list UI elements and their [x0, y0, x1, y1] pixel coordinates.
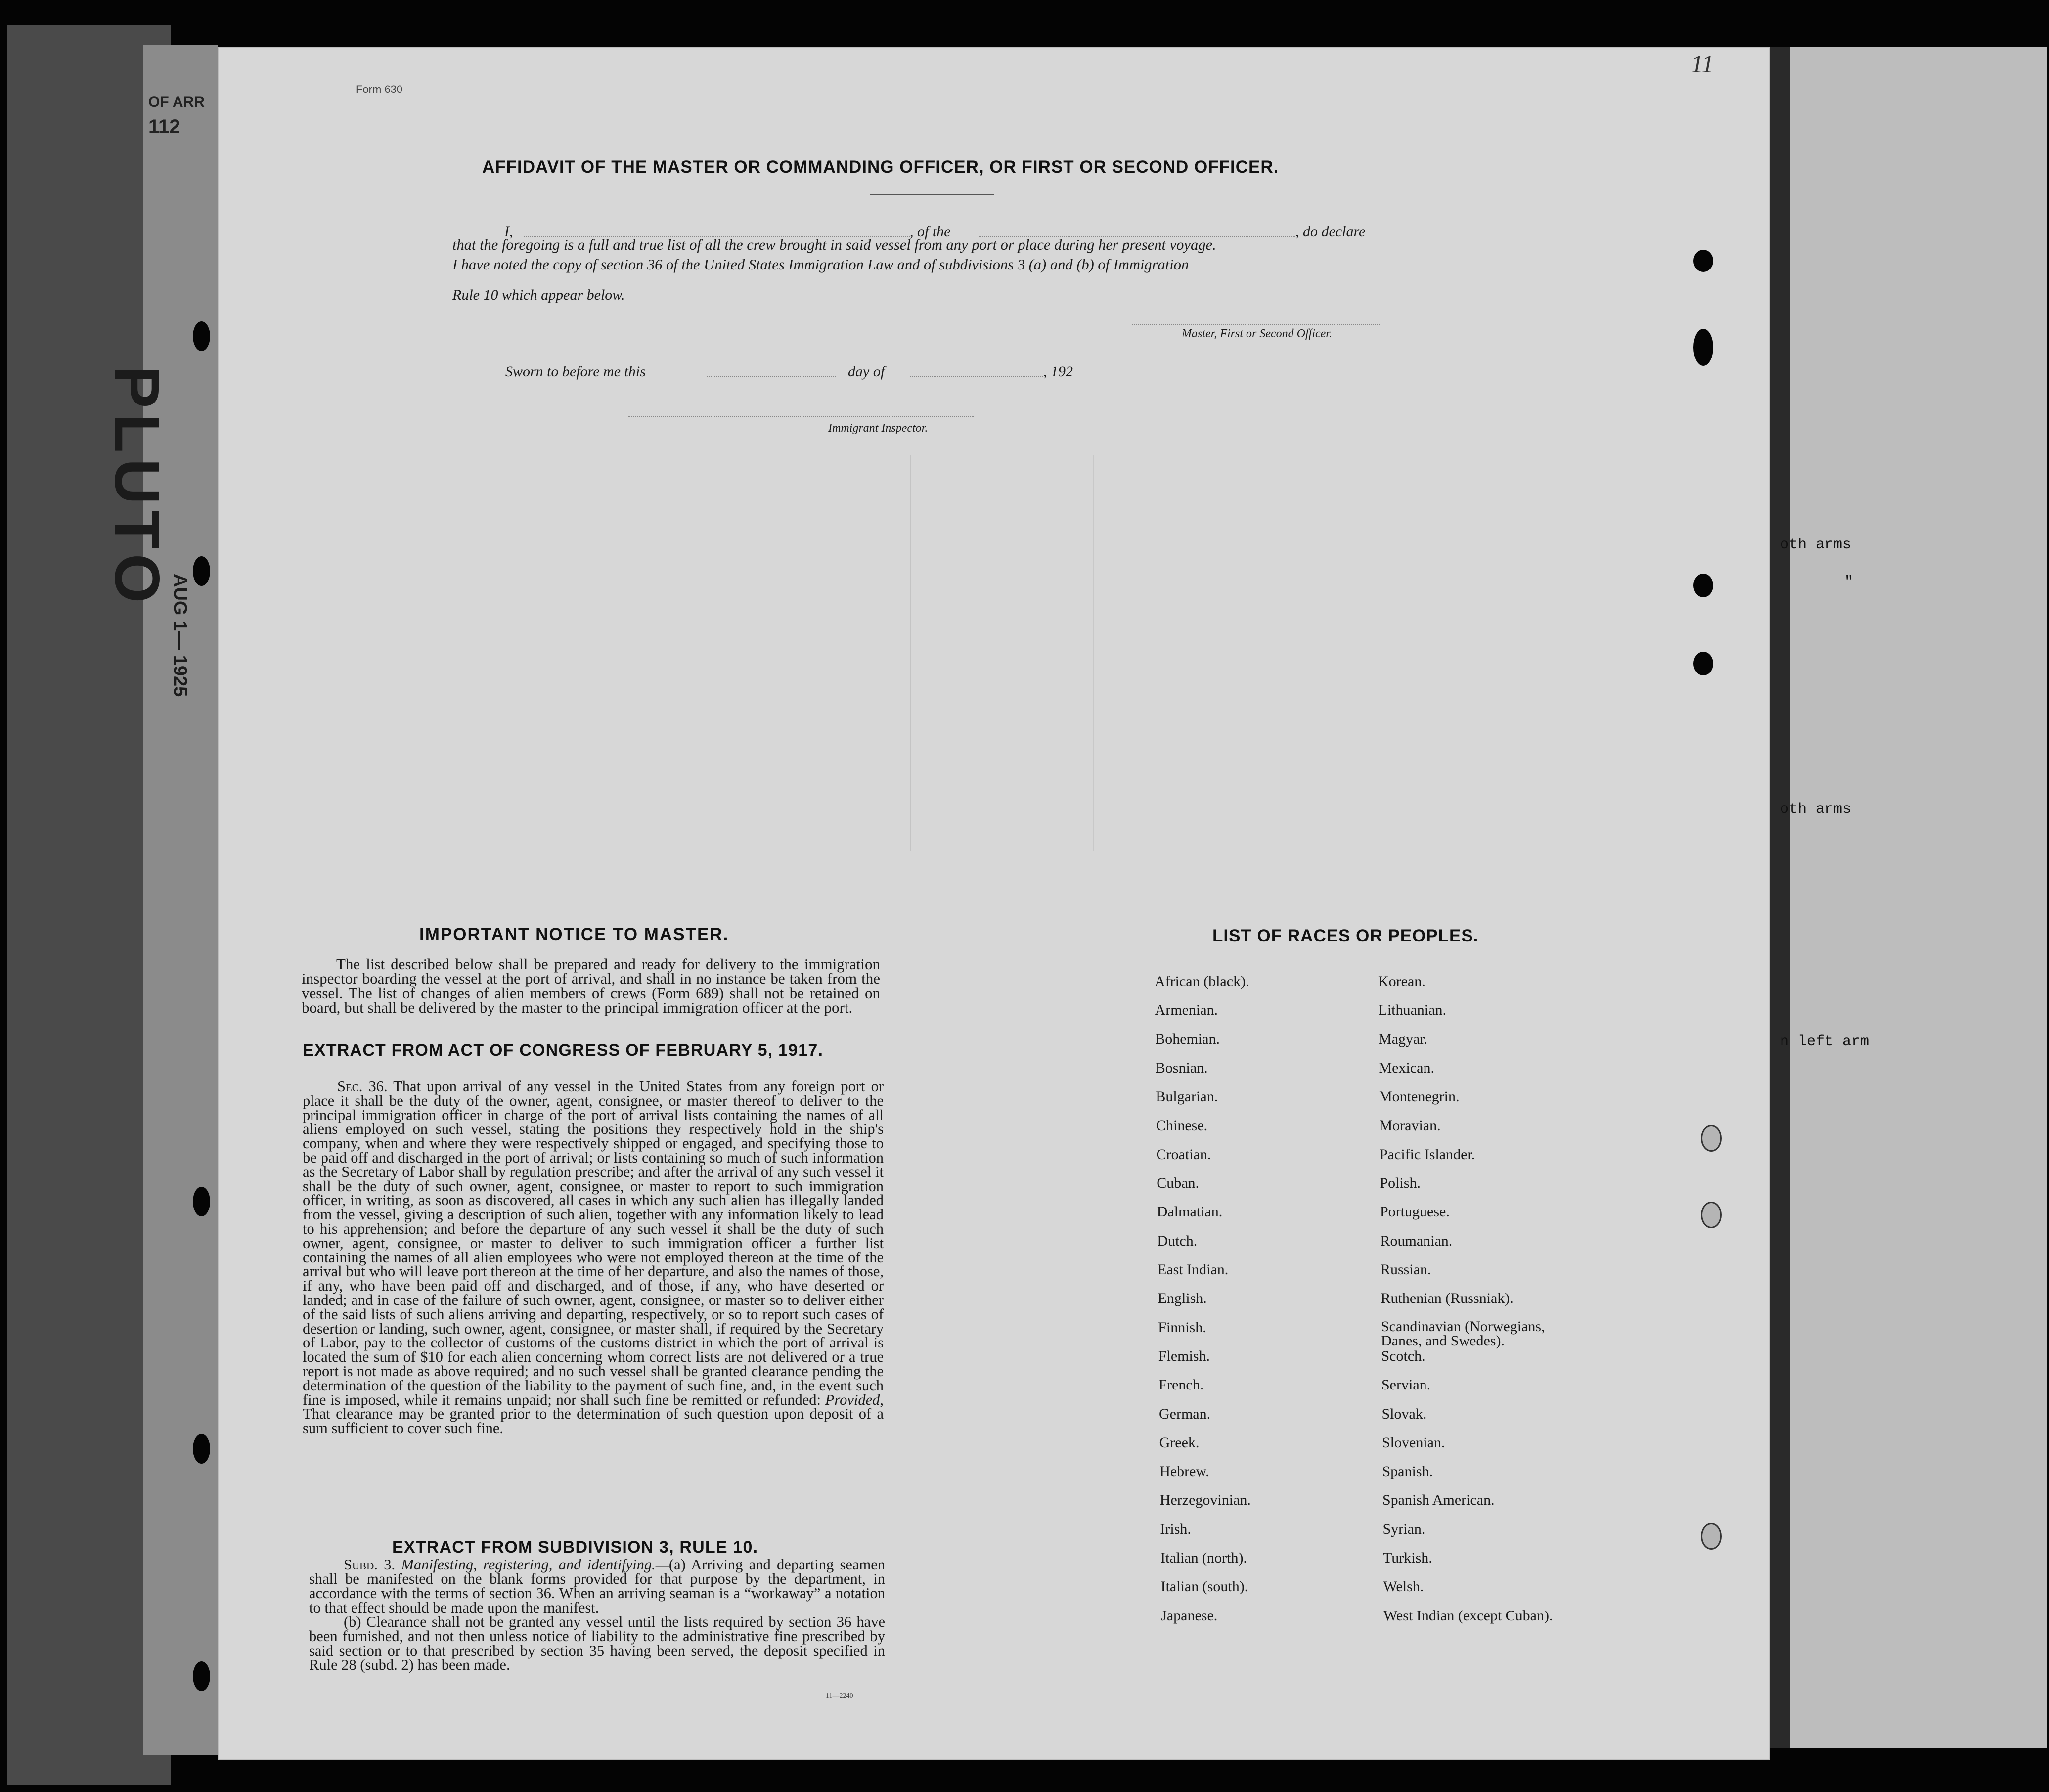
year-text: , 192: [1043, 363, 1073, 380]
race-item: Bulgarian.: [1156, 1088, 1218, 1105]
race-item: Herzegovinian.: [1159, 1492, 1251, 1509]
race-item: French.: [1158, 1377, 1204, 1393]
race-item: Greek.: [1159, 1434, 1200, 1451]
act-text: [303, 1079, 884, 1435]
race-item: Cuban.: [1157, 1175, 1200, 1192]
right-fragment-2: ": [1844, 574, 1854, 590]
affidavit-line-4: Rule 10 which appear below.: [452, 287, 625, 303]
affidavit-line-3: I have noted the copy of section 36 of the United States Immigration Law and of subdivisions 3 (a) and (b) of Immigration: [452, 256, 1189, 273]
right-sheet-shadow: [1770, 47, 1790, 1748]
sworn-day-blank: [707, 376, 836, 377]
race-item: Hebrew.: [1159, 1463, 1209, 1480]
binder-hole: [1693, 574, 1713, 597]
rule-text: [309, 1558, 885, 1672]
binder-hole: [1701, 1125, 1722, 1152]
affidavit-page: [218, 47, 1770, 1760]
signature-caption: Master, First or Second Officer.: [1182, 327, 1332, 340]
race-item: Croatian.: [1156, 1146, 1211, 1163]
race-item: Moravian.: [1379, 1117, 1441, 1134]
declare-i: I,: [504, 224, 513, 240]
race-item: Turkish.: [1383, 1550, 1432, 1566]
race-item: Japanese.: [1161, 1607, 1218, 1624]
races-title: LIST OF RACES OR PEOPLES.: [1212, 926, 1479, 945]
act-section-end: That clearance may be granted prior to the determination of such question upon deposit of a sum sufficient to cover such fine.: [303, 1405, 884, 1437]
act-provided: Provided,: [825, 1391, 884, 1408]
binder-hole: [1693, 652, 1713, 675]
rule-subd-heading: Manifesting, registering, and identifying.—: [401, 1556, 669, 1573]
race-item: German.: [1159, 1405, 1211, 1422]
race-item: Korean.: [1378, 973, 1425, 989]
title-rule: [870, 194, 994, 195]
rule-subd-a: (a) Arriving and departing seamen shall be manifested on the blank forms provided for that purpose by the department, in accordance with the terms of section 36. When an arriving seaman is a “workaway” a notation to that effect should be made upon the manifest.: [309, 1556, 885, 1616]
race-item: Polish.: [1380, 1175, 1421, 1192]
bleed-through-rule: [490, 445, 496, 855]
signature-blank: [1132, 324, 1380, 325]
vessel-stamp: PLUTO: [101, 366, 172, 609]
form-label: Form 630: [356, 83, 403, 95]
rule-title: EXTRACT FROM SUBDIVISION 3, RULE 10.: [392, 1538, 758, 1557]
race-item: Chinese.: [1156, 1117, 1208, 1134]
inspector-blank: [628, 416, 974, 417]
race-item: African (black).: [1155, 973, 1249, 989]
page-number: 11: [1691, 50, 1714, 78]
race-item: English.: [1158, 1290, 1207, 1307]
race-item: Bohemian.: [1155, 1030, 1220, 1047]
date-stamp: AUG 1— 1925: [170, 574, 190, 697]
declare-of-the: , of the: [910, 224, 951, 240]
affidavit-title: AFFIDAVIT OF THE MASTER OR COMMANDING OFFICER, OR FIRST OR SECOND OFFICER.: [482, 157, 1279, 177]
race-item: Finnish.: [1158, 1319, 1206, 1336]
race-item: Italian (north).: [1160, 1550, 1247, 1566]
notice-title: IMPORTANT NOTICE TO MASTER.: [419, 925, 729, 944]
race-item: Flemish.: [1158, 1347, 1210, 1364]
inspector-caption: Immigrant Inspector.: [828, 422, 928, 435]
race-item: Lithuanian.: [1378, 1002, 1446, 1019]
binder-hole: [1693, 329, 1713, 366]
act-section-text: That upon arrival of any vessel in the United States from any foreign port or place it shall be the duty of the owner, agent, consignee, or master thereof to deliver to the principal immigration officer in charge of the port of arrival lists containing the names of all aliens employed on such vessel, stating the positions they respectively hold in the ship's company, when and where they were respectively shipped or engaged, and specifying those to be paid off and discharged in the port of arrival; or lists containing so much of such information as the Secretary of Labor shall by regulation prescribe; and after the arrival of any such vessel it shall be the duty of such owner, agent, consignee, or master to report to such immigration officer, in writing, as soon as discovered, all cases in which any such alien has illegally landed from the vessel, giving a description of such alien, together with any information likely to lead to his apprehension; and before the departure of any such vessel it shall be the duty of such owner, agent, consignee, or master to deliver to such immigration officer a further list containing the names of all alien employees who were not employed thereon at the time of the arrival but who will leave port thereon at the time of her departure, and also the names of those, if any, who have been paid off and discharged, and of those, if any, who have deserted or landed; and in case of the failure of such owner, agent, consignee, or master so to deliver either of the said lists of such aliens arriving and departing, respectively, or so to report such cases of desertion or landing, such owner, agent, consignee, or master shall, if required by the Secretary of Labor, pay to the collector of customs of the customs district in which the port of arrival is located the sum of $10 for each alien concerning whom correct lists are not delivered or a true report is not made as above required; and no such vessel shall be granted clearance pending the determination of the question of the liability to the payment of such fine, and, in the event such fine is imposed, while it remains unpaid; nor shall such fine be remitted or refunded:: [303, 1078, 884, 1408]
left-sheet-label: [148, 94, 205, 138]
race-item: Pacific Islander.: [1380, 1146, 1475, 1163]
left-sheet-edge: [143, 45, 218, 1755]
sworn-month-blank: [910, 376, 1043, 377]
binder-hole: [1701, 1202, 1722, 1228]
race-item: Bosnian.: [1155, 1059, 1208, 1076]
race-item: Slovak.: [1381, 1405, 1427, 1422]
race-item: Spanish.: [1382, 1463, 1433, 1480]
day-of-text: day of: [848, 363, 885, 380]
affidavit-line-2: that the foregoing is a full and true list of all the crew brought in said vessel from any port or place during her present voyage.: [452, 236, 1216, 253]
right-sheet-edge: [1770, 47, 2047, 1748]
binder-hole: [1693, 250, 1713, 272]
right-fragment-4: n left arm: [1780, 1033, 1870, 1050]
race-item: Ruthenian (Russniak).: [1381, 1290, 1514, 1307]
race-item: Mexican.: [1379, 1059, 1434, 1076]
left-binder-hole: [193, 556, 210, 586]
bleed-through-rule-2: [910, 455, 911, 851]
right-fragment-1: oth arms: [1780, 537, 1852, 553]
notice-text: The list described below shall be prepared and ready for delivery to the immigration inspector boarding the vessel at the port of arrival, and shall in no instance be taken from the vessel. The list of changes of alien members of crews (Form 689) shall not be retained on board, but shall be delivered by the master to the principal immigration officer at the port.: [302, 955, 880, 1017]
race-item: Dalmatian.: [1157, 1204, 1223, 1220]
left-binder-hole: [193, 1661, 210, 1691]
race-item: Scandinavian (Norwegians, Danes, and Swedes).: [1381, 1318, 1545, 1349]
race-item: Syrian.: [1382, 1521, 1425, 1537]
race-item: Montenegrin.: [1379, 1088, 1460, 1105]
bleed-through-rule-3: [1093, 455, 1094, 851]
race-item: Magyar.: [1379, 1030, 1428, 1047]
left-binder-hole: [193, 1187, 210, 1216]
right-fragment-3: oth arms: [1780, 801, 1852, 818]
rule-subd-label: Subd. 3.: [344, 1556, 396, 1573]
left-sheet-number: 112: [148, 116, 180, 137]
declare-end: , do declare: [1295, 224, 1366, 240]
race-item: East Indian.: [1158, 1261, 1229, 1278]
binder-hole: [1701, 1523, 1722, 1550]
act-section-label: Sec. 36.: [337, 1078, 388, 1095]
race-item: West Indian (except Cuban).: [1383, 1607, 1553, 1624]
act-title: EXTRACT FROM ACT OF CONGRESS OF FEBRUARY 5, 1917.: [303, 1041, 824, 1060]
race-item: Slovenian.: [1382, 1434, 1445, 1451]
race-item: Spanish American.: [1382, 1492, 1495, 1509]
sworn-text: Sworn to before me this: [505, 363, 646, 380]
race-item: Irish.: [1160, 1521, 1191, 1537]
race-item: Armenian.: [1155, 1002, 1218, 1019]
race-item: Dutch.: [1157, 1232, 1198, 1249]
print-code: 11—2240: [826, 1692, 853, 1700]
left-binder-hole: [193, 1434, 210, 1464]
left-sheet-fragment: OF ARR: [148, 94, 205, 110]
race-item: Servian.: [1381, 1377, 1431, 1393]
race-item: Russian.: [1381, 1261, 1431, 1278]
left-binder-hole: [193, 321, 210, 351]
rule-subd-b: (b) Clearance shall not be granted any vessel until the lists required by section 36 have been furnished, and not then unless notice of liability to the administrative fine prescribed by said section or to that prescribed by section 35 having been served, the deposit specified in Rule 28 (subd. 2) has been made.: [309, 1613, 885, 1673]
race-item: Italian (south).: [1160, 1578, 1248, 1595]
race-item: Welsh.: [1383, 1578, 1424, 1595]
race-item: Roumanian.: [1380, 1232, 1453, 1249]
race-item: Scotch.: [1381, 1347, 1425, 1364]
race-item: Portuguese.: [1380, 1204, 1450, 1220]
